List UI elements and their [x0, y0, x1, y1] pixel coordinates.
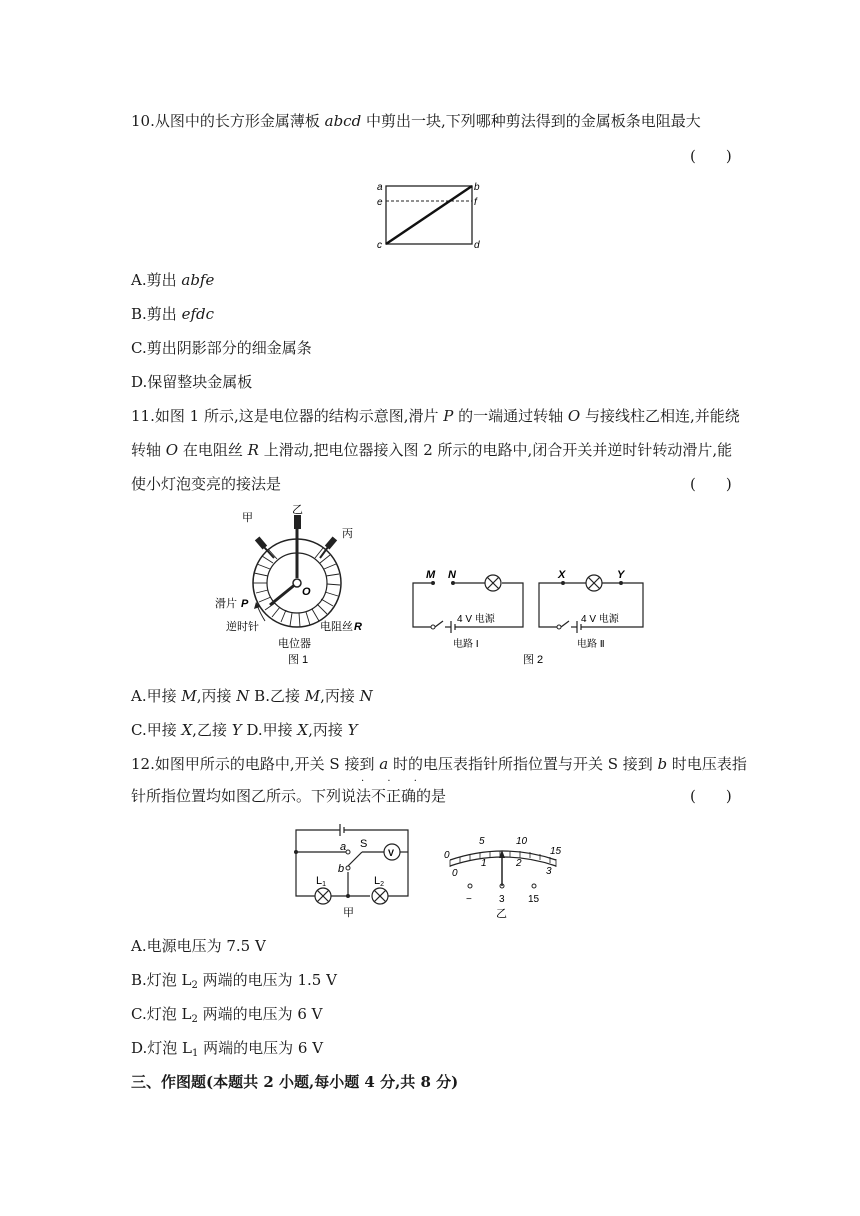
contact-a: a — [340, 841, 347, 853]
lower-3: 3 — [546, 866, 552, 877]
lower-1: 1 — [481, 858, 487, 869]
label-e: e — [377, 197, 383, 208]
circuit2-source: 4 V 电源 — [581, 614, 619, 625]
circuit2-name: 电路 Ⅱ — [577, 639, 605, 650]
slider-label: 滑片 — [215, 598, 237, 610]
emphasis-dots: · · · — [361, 776, 427, 787]
label-d: d — [474, 240, 480, 251]
terminal-jia: 甲 — [242, 512, 253, 524]
q11-options-ab[interactable]: A.甲接 M,丙接 N B.乙接 M,丙接 N — [131, 687, 373, 705]
label-f: f — [474, 197, 477, 208]
upper-5: 5 — [479, 836, 485, 847]
contact-b: b — [338, 863, 345, 875]
q10-number: 10. — [131, 112, 155, 130]
figure-jia-caption: 甲 — [343, 907, 354, 919]
q11-circuits-figure — [405, 565, 655, 670]
terminal-15: 15 — [528, 894, 540, 905]
q11-answer-bracket: ( ) — [690, 475, 732, 493]
q10-stem: 10.从图中的长方形金属薄板 abcd 中剪出一块,下列哪种剪法得到的金属板条电阻最大 — [131, 112, 701, 130]
wire-label: 电阻丝 — [320, 621, 353, 633]
circuit1-name: 电路 Ⅰ — [453, 639, 479, 650]
q12-stem-line1: 12.如图甲所示的电路中,开关 S 接到 a 时的电压表指针所指位置与开关 S 接到 b 时电压表指 — [131, 755, 747, 773]
q12-option-c[interactable]: C.灯泡 $L_2$ 两端的电压为 6 V — [131, 1005, 323, 1025]
upper-10: 10 — [516, 836, 528, 847]
lower-0: 0 — [452, 868, 458, 879]
q12-option-a[interactable]: A.电源电压为 7.5 V — [131, 937, 266, 955]
figure2-caption: 图 2 — [523, 654, 544, 666]
q10-option-a[interactable]: A.剪出 abfe — [131, 271, 215, 289]
q10-option-c[interactable]: C.剪出阴影部分的细金属条 — [131, 339, 312, 357]
figure-yi-caption: 乙 — [496, 908, 507, 920]
q12-stem-line2: 针所指位置均如图乙所示。下列说法不正确的是 — [131, 787, 447, 805]
q10-answer-bracket: ( ) — [690, 147, 732, 165]
wire-var: R — [354, 621, 362, 633]
q12-option-b[interactable]: B.灯泡 $L_2$ 两端的电压为 1.5 V — [131, 971, 337, 991]
terminal-n: N — [448, 569, 456, 581]
switch-s: S — [360, 838, 368, 850]
label-c: c — [377, 240, 382, 251]
q11-potentiometer-figure — [210, 503, 380, 668]
voltmeter-label: V — [388, 848, 395, 858]
section3-title: 三、作图题(本题共 2 小题,每小题 4 分,共 8 分) — [131, 1073, 459, 1091]
q10-option-d[interactable]: D.保留整块金属板 — [131, 373, 253, 391]
axis-o-label: O — [302, 586, 311, 598]
q11-number: 11. — [131, 407, 155, 425]
slider-var: P — [241, 598, 249, 610]
terminal-bing: 丙 — [342, 528, 353, 540]
lower-2: 2 — [516, 858, 522, 869]
circuit1-source: 4 V 电源 — [457, 614, 495, 625]
label-b: b — [474, 182, 480, 193]
terminal-yi: 乙 — [292, 504, 303, 516]
ccw-label: 逆时针 — [226, 621, 259, 633]
q10-option-b[interactable]: B.剪出 efdc — [131, 305, 214, 323]
terminal-y: Y — [617, 569, 625, 581]
q11-options-cd[interactable]: C.甲接 X,乙接 Y D.甲接 X,丙接 Y — [131, 721, 358, 739]
label-a: a — [377, 182, 383, 193]
lamp-l2: L2 — [374, 875, 385, 888]
q11-stem-line1: 11.如图 1 所示,这是电位器的结构示意图,滑片 P 的一端通过转轴 O 与接线柱乙相连,并能绕 — [131, 407, 740, 425]
q11-stem-line3: 使小灯泡变亮的接法是 — [131, 475, 282, 493]
upper-0: 0 — [444, 850, 450, 861]
q12-option-d[interactable]: D.灯泡 $L_1$ 两端的电压为 6 V — [131, 1039, 324, 1059]
figure1-caption: 图 1 — [288, 654, 309, 666]
lamp-l1: L1 — [316, 875, 327, 888]
q11-stem-line2: 转轴 O 在电阻丝 R 上滑动,把电位器接入图 2 所示的电路中,闭合开关并逆时针转动滑片,能 — [131, 441, 733, 459]
q12-circuit-figure — [288, 820, 418, 920]
q12-number: 12. — [131, 755, 155, 773]
terminal-minus: − — [466, 894, 472, 905]
q12-answer-bracket: ( ) — [690, 787, 732, 805]
terminal-3: 3 — [499, 894, 505, 905]
q10-metal-plate-figure — [370, 178, 490, 253]
q12-voltmeter-dial-figure — [438, 828, 578, 923]
upper-15: 15 — [550, 846, 562, 857]
terminal-x: X — [558, 569, 566, 581]
device-label: 电位器 — [278, 638, 311, 650]
terminal-m: M — [426, 569, 436, 581]
